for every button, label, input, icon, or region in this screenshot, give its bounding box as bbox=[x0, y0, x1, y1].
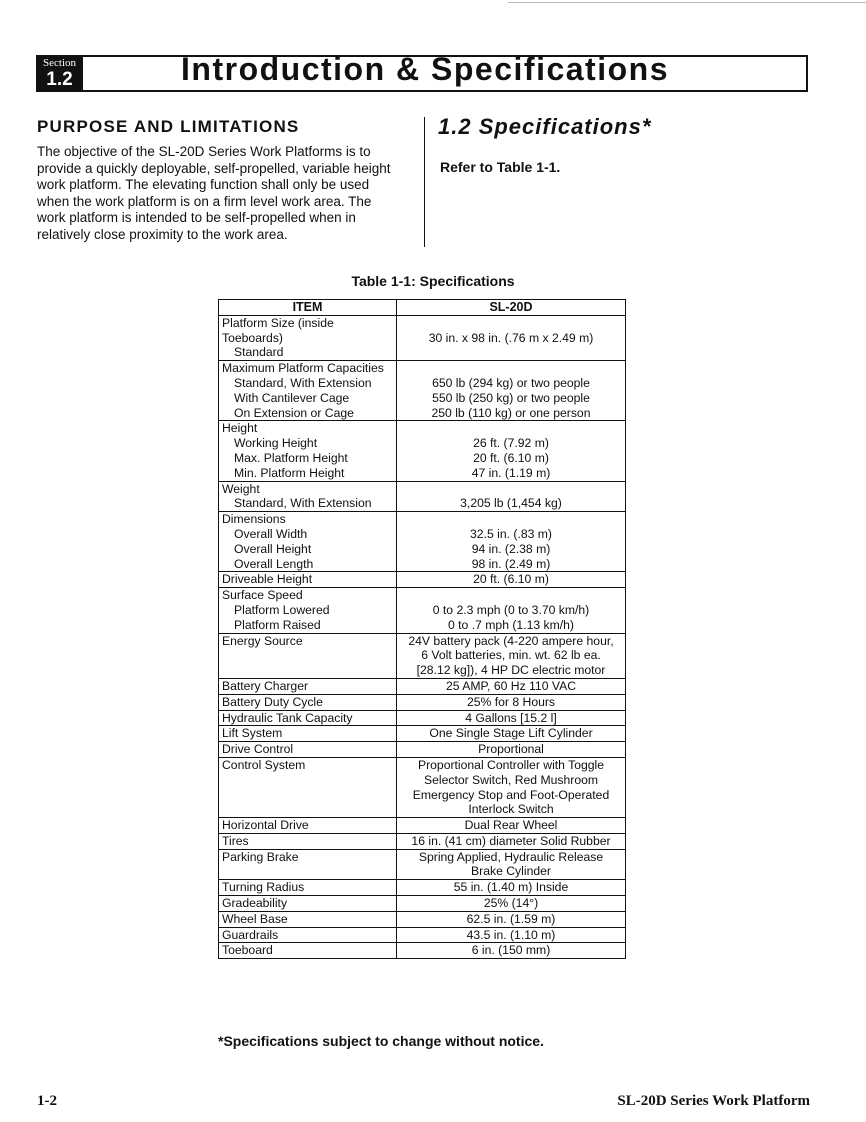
spec-value: 26 ft. (7.92 m) bbox=[473, 436, 549, 451]
spec-item-cell bbox=[219, 361, 397, 421]
spec-item-cell bbox=[219, 726, 397, 742]
table-row bbox=[219, 572, 626, 588]
spec-value: 20 ft. (6.10 m) bbox=[473, 450, 549, 465]
spec-item-label: Tires bbox=[222, 833, 249, 848]
spec-value-cell bbox=[397, 512, 626, 572]
spec-value-cell bbox=[397, 588, 626, 633]
table-row bbox=[219, 849, 626, 880]
spec-item-cell bbox=[219, 694, 397, 710]
spec-value: Spring Applied, Hydraulic Release bbox=[418, 849, 604, 864]
spec-item-cell bbox=[219, 710, 397, 726]
section-number: 1.2 bbox=[46, 69, 73, 90]
spec-value: [28.12 kg]), 4 HP DC electric motor bbox=[416, 663, 606, 678]
spec-item-label: Maximum Platform Capacities bbox=[222, 361, 384, 376]
table-row bbox=[219, 512, 626, 572]
spec-subitem-label: Overall Height bbox=[234, 541, 312, 556]
spec-value bbox=[400, 421, 622, 436]
spec-item-cell bbox=[219, 896, 397, 912]
spec-item-cell bbox=[219, 911, 397, 927]
spec-value-cell bbox=[397, 572, 626, 588]
spec-value-cell bbox=[397, 315, 626, 360]
spec-item-label: Energy Source bbox=[222, 633, 303, 648]
spec-value: 6 in. (150 mm) bbox=[471, 943, 551, 958]
spec-value: Proportional bbox=[478, 742, 544, 757]
purpose-line: The objective of the SL-20D Series Work Platforms is to bbox=[37, 144, 371, 159]
spec-item-label: Turning Radius bbox=[222, 880, 305, 895]
spec-item-cell bbox=[219, 849, 397, 880]
spec-subitem-label: On Extension or Cage bbox=[234, 405, 354, 420]
spec-value-cell bbox=[397, 726, 626, 742]
spec-value: 650 lb (294 kg) or two people bbox=[432, 375, 590, 390]
spec-value-cell bbox=[397, 880, 626, 896]
spec-item-cell bbox=[219, 678, 397, 694]
spec-item-label: Drive Control bbox=[222, 742, 294, 757]
spec-value: 94 in. (2.38 m) bbox=[471, 541, 551, 556]
spec-value: 20 ft. (6.10 m) bbox=[473, 572, 549, 587]
spec-value: 250 lb (110 kg) or one person bbox=[431, 405, 591, 420]
page-number: 1-2 bbox=[37, 1093, 57, 1109]
table-row bbox=[219, 633, 626, 678]
table-row bbox=[219, 481, 626, 512]
spec-value-cell bbox=[397, 678, 626, 694]
spec-value: 55 in. (1.40 m) Inside bbox=[453, 880, 569, 895]
spec-value-cell bbox=[397, 896, 626, 912]
spec-item-cell bbox=[219, 880, 397, 896]
specifications-heading: 1.2 Specifications* bbox=[438, 114, 652, 139]
spec-value: 550 lb (250 kg) or two people bbox=[432, 390, 590, 405]
spec-value bbox=[400, 588, 622, 603]
spec-value: Interlock Switch bbox=[468, 802, 554, 817]
spec-value: 25 AMP, 60 Hz 110 VAC bbox=[445, 678, 577, 693]
spec-value-cell bbox=[397, 818, 626, 834]
spec-value-cell bbox=[397, 927, 626, 943]
table-header-row bbox=[219, 300, 626, 316]
spec-item-label: Weight bbox=[222, 481, 260, 496]
spec-item-cell bbox=[219, 757, 397, 817]
spec-item-label: Hydraulic Tank Capacity bbox=[222, 710, 353, 725]
table-row bbox=[219, 588, 626, 633]
spec-value bbox=[400, 482, 622, 497]
spec-value bbox=[400, 316, 622, 331]
spec-value bbox=[400, 512, 622, 527]
spec-value: 0 to .7 mph (1.13 km/h) bbox=[448, 617, 574, 632]
section-label: Section bbox=[43, 57, 76, 69]
table-row bbox=[219, 943, 626, 959]
spec-item-cell bbox=[219, 572, 397, 588]
spec-item-label: Lift System bbox=[222, 726, 283, 741]
table-caption: Table 1-1: Specifications bbox=[351, 273, 515, 289]
spec-item-label: Height bbox=[222, 421, 258, 436]
purpose-heading: PURPOSE AND LIMITATIONS bbox=[37, 117, 300, 136]
column-divider bbox=[424, 117, 425, 247]
spec-item-label: Wheel Base bbox=[222, 911, 288, 926]
footnote: *Specifications subject to change without notice. bbox=[218, 1033, 544, 1049]
spec-value: Emergency Stop and Foot-Operated bbox=[412, 787, 610, 802]
spec-value: One Single Stage Lift Cylinder bbox=[429, 726, 593, 741]
spec-value-cell bbox=[397, 943, 626, 959]
table-row bbox=[219, 726, 626, 742]
top-rule bbox=[508, 2, 866, 3]
spec-item-cell bbox=[219, 927, 397, 943]
spec-subitem-label: Max. Platform Height bbox=[234, 450, 348, 465]
spec-value: 0 to 2.3 mph (0 to 3.70 km/h) bbox=[432, 602, 590, 617]
spec-subitem-label: Standard, With Extension bbox=[234, 375, 372, 390]
spec-value: 43.5 in. (1.10 m) bbox=[466, 927, 556, 942]
spec-subitem-label: Working Height bbox=[234, 436, 318, 451]
spec-subitem-label: Overall Length bbox=[234, 556, 314, 571]
spec-item-cell bbox=[219, 833, 397, 849]
table-row bbox=[219, 818, 626, 834]
spec-value: 25% (14°) bbox=[483, 896, 539, 911]
column-header-model: SL-20D bbox=[397, 300, 626, 316]
spec-value-cell bbox=[397, 421, 626, 481]
spec-value: 98 in. (2.49 m) bbox=[471, 556, 551, 571]
spec-item-label: Battery Charger bbox=[222, 678, 309, 693]
table-row bbox=[219, 911, 626, 927]
spec-item-label: Control System bbox=[222, 757, 306, 772]
table-row bbox=[219, 896, 626, 912]
spec-item-label: Gradeability bbox=[222, 896, 288, 911]
table-row bbox=[219, 742, 626, 758]
spec-subitem-label: With Cantilever Cage bbox=[234, 390, 350, 405]
refer-to-table-note: Refer to Table 1-1. bbox=[440, 159, 561, 175]
spec-value: 47 in. (1.19 m) bbox=[471, 465, 551, 480]
spec-item-label: Horizontal Drive bbox=[222, 818, 309, 833]
spec-value: 4 Gallons [15.2 l] bbox=[465, 710, 557, 725]
specifications-table bbox=[218, 299, 626, 959]
table-row bbox=[219, 927, 626, 943]
table-row bbox=[219, 421, 626, 481]
page-title: Introduction & Specifications bbox=[181, 51, 669, 87]
table-row bbox=[219, 694, 626, 710]
spec-value bbox=[400, 361, 622, 376]
spec-item-label: Parking Brake bbox=[222, 849, 299, 864]
spec-value: Brake Cylinder bbox=[471, 864, 551, 879]
spec-item-label: Guardrails bbox=[222, 927, 279, 942]
spec-value: Proportional Controller with Toggle bbox=[417, 757, 605, 772]
spec-item-label: Toeboard bbox=[222, 943, 273, 958]
spec-item-cell bbox=[219, 512, 397, 572]
purpose-paragraph bbox=[37, 144, 417, 244]
spec-item-cell bbox=[219, 481, 397, 512]
spec-value-cell bbox=[397, 833, 626, 849]
purpose-line: when the work platform is on a firm level work area. The bbox=[37, 193, 372, 209]
table-body bbox=[219, 315, 626, 958]
spec-item-cell bbox=[219, 633, 397, 678]
spec-value: 25% for 8 Hours bbox=[466, 694, 556, 709]
spec-value-cell bbox=[397, 633, 626, 678]
footer-product-name: SL-20D Series Work Platform bbox=[617, 1093, 810, 1109]
purpose-line: provide a quickly deployable, self-propelled, variable height bbox=[37, 160, 391, 176]
spec-value-cell bbox=[397, 849, 626, 880]
purpose-line: relatively close proximity to the work area. bbox=[37, 226, 288, 242]
spec-item-label: Surface Speed bbox=[222, 588, 303, 603]
spec-item-cell bbox=[219, 588, 397, 633]
column-header-item: ITEM bbox=[219, 300, 397, 316]
spec-value: 6 Volt batteries, min. wt. 62 lb ea. bbox=[421, 648, 601, 663]
spec-subitem-label: Min. Platform Height bbox=[234, 465, 345, 480]
spec-item-label: Dimensions bbox=[222, 512, 286, 527]
table-row bbox=[219, 678, 626, 694]
purpose-line: work platform is intended to be self-propelled when in bbox=[37, 210, 356, 226]
spec-value-cell bbox=[397, 710, 626, 726]
section-badge bbox=[36, 55, 83, 92]
spec-subitem-label: Overall Width bbox=[234, 526, 308, 541]
table-row bbox=[219, 315, 626, 360]
table-row bbox=[219, 833, 626, 849]
spec-value: 32.5 in. (.83 m) bbox=[470, 526, 552, 541]
table-row bbox=[219, 757, 626, 817]
spec-value-cell bbox=[397, 757, 626, 817]
spec-item-label: Driveable Height bbox=[222, 572, 313, 587]
spec-item-label: Battery Duty Cycle bbox=[222, 694, 323, 709]
spec-value: Selector Switch, Red Mushroom bbox=[423, 772, 599, 787]
spec-item-cell bbox=[219, 943, 397, 959]
spec-item-label: Platform Size (inside Toeboards) bbox=[222, 315, 334, 345]
spec-value-cell bbox=[397, 911, 626, 927]
spec-item-cell bbox=[219, 818, 397, 834]
purpose-line: work platform. The elevating function shall only be used bbox=[37, 177, 370, 193]
spec-subitem-label: Platform Raised bbox=[234, 617, 321, 632]
spec-item-cell bbox=[219, 742, 397, 758]
table-row bbox=[219, 361, 626, 421]
table-row bbox=[219, 880, 626, 896]
spec-value-cell bbox=[397, 694, 626, 710]
spec-item-cell bbox=[219, 421, 397, 481]
spec-value: 30 in. x 98 in. (.76 m x 2.49 m) bbox=[428, 330, 594, 345]
spec-value: 3,205 lb (1,454 kg) bbox=[460, 496, 562, 511]
spec-value: 62.5 in. (1.59 m) bbox=[466, 911, 556, 926]
spec-value: Dual Rear Wheel bbox=[464, 818, 558, 833]
table-row bbox=[219, 710, 626, 726]
spec-subitem-label: Standard bbox=[234, 345, 284, 360]
spec-subitem-label: Platform Lowered bbox=[234, 602, 330, 617]
spec-value: 16 in. (41 cm) diameter Solid Rubber bbox=[411, 833, 611, 848]
spec-subitem-label: Standard, With Extension bbox=[234, 496, 372, 511]
spec-value-cell bbox=[397, 742, 626, 758]
spec-value-cell bbox=[397, 481, 626, 512]
spec-item-cell bbox=[219, 315, 397, 360]
spec-value: 24V battery pack (4-220 ampere hour, bbox=[408, 633, 614, 648]
spec-value-cell bbox=[397, 361, 626, 421]
